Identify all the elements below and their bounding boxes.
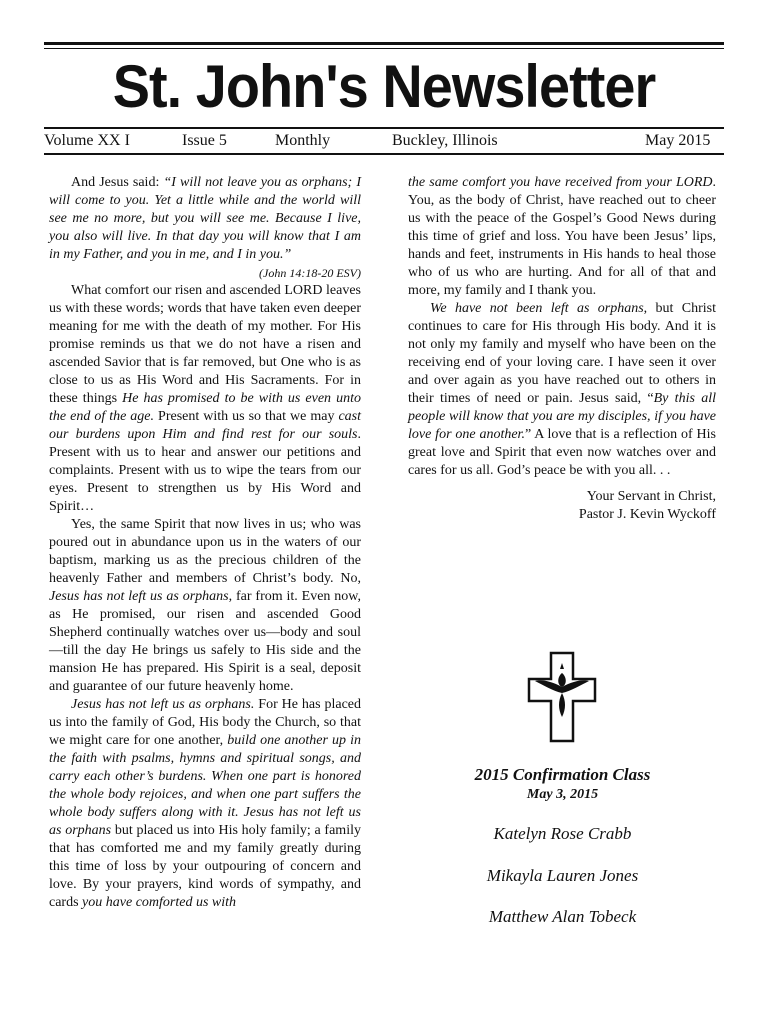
date-label: May 2015 <box>645 132 711 149</box>
left-column <box>49 174 361 912</box>
confirmand-name: Katelyn Rose Crabb <box>493 824 632 843</box>
confirmand-name: Mikayla Lauren Jones <box>486 866 639 885</box>
newsletter-title: St. John's Newsletter <box>112 53 656 120</box>
paragraph: Jesus has not left us as orphans. For He has placed us into the family of God, His body the Church, so that we might care for one another, build one another up in the faith with psalms, hymns and spiritual songs, and carry each other’s burdens. When one part is honored the whole body rejoices, and when one part suffers the whole body suffers along with it. Jesus has not left us as orphans but placed us into His holy family; a family that has comforted me and my family greatly during this time of loss by your outpouring of concern and love. By your prayers, kind words of sympathy, and cards you have comforted us with <box>49 697 362 910</box>
location-label: Buckley, Illinois <box>392 132 498 149</box>
right-column <box>408 174 716 524</box>
cross-dove-icon <box>527 651 597 743</box>
confirmand-name: Matthew Alan Tobeck <box>488 907 637 926</box>
scripture-verse: And Jesus said: “I will not leave you as orphans; I will come to you. Yet a little while and the world will see me no more, but you will see me. Because I live, you also will live. In that day you will know that I am in my Father, and you in me, and I in you.” (John 14:18-20 ESV) <box>49 175 361 280</box>
confirmation-title: 2015 Confirmation Class <box>474 765 651 784</box>
scripture-citation: (John 14:18-20 ESV) <box>259 266 361 280</box>
confirmation-date: May 3, 2015 <box>526 787 599 802</box>
top-rule-thin <box>44 48 724 49</box>
signature-name: Pastor J. Kevin Wyckoff <box>578 507 716 522</box>
top-rule-thick <box>44 42 724 45</box>
masthead-rule-bottom <box>44 153 724 155</box>
issue-label: Issue 5 <box>182 132 227 149</box>
paragraph: the same comfort you have received from your LORD. You, as the body of Christ, have reached out to cheer us with the peace of the Gospel’s Good News during this time of grief and loss. You have been Jesus’ lips, hands and feet, instruments in His hands to heal those who of us who are hurting. And for all of that and more, my family and I thank you. <box>408 175 716 298</box>
paragraph: Yes, the same Spirit that now lives in us; who was poured out in abundance upon us in the waters of our baptism, marking us as the precious children of the heavenly Father and members of Christ’s body. No, Jesus has not left us as orphans, far from it. Even now, as He promised, our risen and ascended Good Shepherd continually watches over us—body and soul—till the day He brings us safely to His side and the mansion He has prepared. His Spirit is a seal, deposit and guarantee of our future heavenly home. <box>49 517 361 694</box>
frequency-label: Monthly <box>275 132 331 149</box>
masthead-rule-top <box>44 127 724 129</box>
paragraph: What comfort our risen and ascended LORD leaves us with these words; words that have taken even deeper meaning for me with the death of my mother. For His promise reminds us that we do not have a risen and ascended Savior that is far removed, but One who is as close to us as His Word and His Sacraments. For in these things He has promised to be with us even unto the end of the age. Present with us so that we may cast our burdens upon Him and find rest for our souls. Present with us to hear and answer our petitions and complaints. Present with us to wipe the tears from our eyes. Present to strengthen us by His Word and Spirit… <box>49 283 362 514</box>
paragraph: We have not been left as orphans, but Christ continues to care for His through His body. And it is not only my family and myself who have been on the receiving end of your loving care. I have seen it over and over again as you have reached out to others in their times of need or pain. Jesus said, “By this all people will know that you are my disciples, if you have love for one another.” A love that is a reflection of His great love and Spirit that even now watches over and cares for us all. God’s peace be with you all. . . <box>408 301 716 478</box>
volume-label: Volume XX I <box>44 132 130 149</box>
signature-closing: Your Servant in Christ, <box>586 489 716 504</box>
